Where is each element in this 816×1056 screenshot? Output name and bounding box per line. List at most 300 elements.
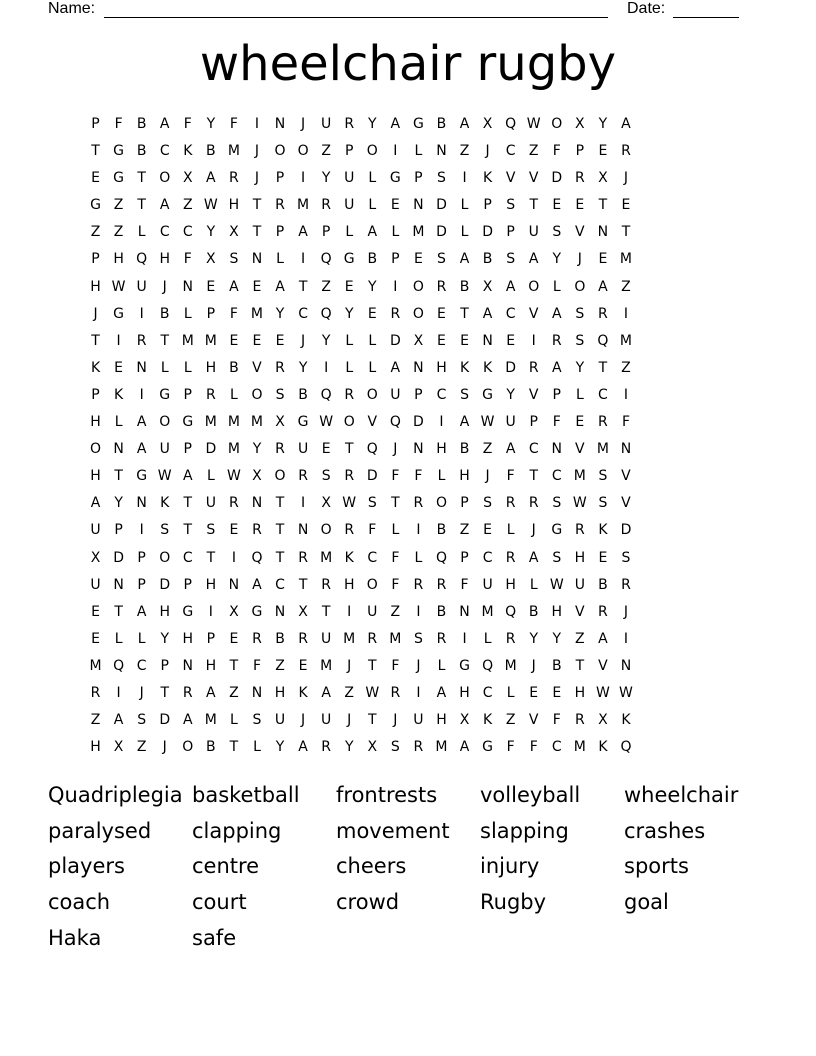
grid-letter[interactable]: A — [298, 224, 308, 241]
grid-letter[interactable]: Y — [368, 278, 377, 295]
grid-letter[interactable]: T — [391, 495, 400, 512]
grid-letter[interactable]: Y — [368, 116, 377, 132]
grid-letter[interactable]: Z — [113, 197, 124, 214]
grid-letter[interactable]: V — [575, 603, 585, 620]
grid-letter[interactable]: O — [90, 441, 102, 458]
grid-letter[interactable]: Y — [344, 305, 354, 322]
grid-letter[interactable]: I — [393, 143, 398, 160]
grid-letter[interactable]: B — [136, 116, 147, 132]
grid-letter[interactable]: X — [298, 603, 308, 620]
grid-letter[interactable]: R — [344, 468, 355, 485]
grid-letter[interactable]: E — [206, 278, 216, 295]
grid-letter[interactable]: N — [182, 278, 194, 295]
grid-letter[interactable]: G — [182, 414, 194, 431]
grid-letter[interactable]: J — [301, 116, 306, 132]
grid-letter[interactable]: V — [598, 657, 608, 674]
grid-letter[interactable]: E — [114, 359, 124, 376]
grid-letter[interactable]: P — [275, 224, 285, 241]
grid-letter[interactable]: Q — [366, 441, 378, 458]
grid-letter[interactable]: A — [459, 414, 470, 431]
grid-letter[interactable]: M — [204, 712, 217, 729]
grid-letter[interactable]: P — [460, 495, 469, 512]
grid-letter[interactable]: W — [480, 414, 495, 431]
grid-letter[interactable]: T — [344, 441, 354, 458]
grid-letter[interactable]: S — [575, 305, 585, 322]
grid-letter[interactable]: L — [368, 359, 377, 376]
grid-letter[interactable]: M — [181, 332, 194, 349]
grid-letter[interactable]: X — [252, 468, 262, 485]
grid-letter[interactable]: E — [483, 522, 493, 539]
grid-letter[interactable]: X — [321, 495, 331, 512]
grid-letter[interactable]: C — [528, 441, 539, 458]
grid-letter[interactable]: I — [208, 603, 213, 620]
grid-letter[interactable]: I — [301, 170, 306, 187]
grid-letter[interactable]: L — [137, 224, 146, 241]
grid-letter[interactable]: R — [574, 522, 585, 539]
grid-letter[interactable]: N — [551, 441, 563, 458]
grid-letter[interactable]: C — [159, 224, 170, 241]
grid-letter[interactable]: W — [226, 468, 241, 485]
grid-letter[interactable]: N — [136, 495, 147, 512]
grid-letter[interactable]: H — [205, 657, 217, 674]
grid-letter[interactable]: U — [90, 576, 101, 593]
grid-letter[interactable]: Y — [252, 441, 262, 458]
grid-letter[interactable]: Q — [320, 251, 332, 268]
grid-letter[interactable]: T — [275, 495, 285, 512]
grid-letter[interactable]: K — [483, 712, 493, 729]
grid-letter[interactable]: X — [182, 170, 193, 187]
grid-letter[interactable]: S — [598, 495, 608, 512]
grid-letter[interactable]: D — [551, 170, 563, 187]
grid-letter[interactable]: K — [483, 359, 493, 376]
grid-letter[interactable]: E — [552, 684, 562, 701]
grid-letter[interactable]: P — [183, 576, 192, 593]
grid-letter[interactable]: L — [137, 630, 146, 647]
grid-letter[interactable]: N — [113, 576, 124, 593]
grid-letter[interactable]: R — [321, 197, 332, 214]
grid-letter[interactable]: E — [529, 684, 539, 701]
grid-letter[interactable]: N — [113, 441, 124, 458]
grid-letter[interactable]: B — [436, 116, 447, 132]
grid-letter[interactable]: M — [343, 630, 356, 647]
grid-letter[interactable]: O — [320, 522, 332, 539]
grid-letter[interactable]: C — [298, 305, 308, 322]
grid-letter[interactable]: K — [483, 170, 493, 187]
grid-letter[interactable]: M — [596, 441, 609, 458]
grid-letter[interactable]: A — [482, 305, 493, 322]
grid-letter[interactable]: O — [528, 278, 540, 295]
grid-letter[interactable]: G — [113, 305, 125, 322]
grid-letter[interactable]: Y — [321, 170, 331, 187]
grid-letter[interactable]: R — [598, 305, 608, 322]
grid-letter[interactable]: F — [552, 143, 561, 160]
grid-letter[interactable]: A — [459, 116, 470, 132]
grid-letter[interactable]: D — [366, 468, 378, 485]
grid-letter[interactable]: R — [229, 495, 239, 512]
grid-letter[interactable]: M — [320, 549, 333, 566]
grid-letter[interactable]: D — [505, 359, 517, 376]
grid-letter[interactable]: I — [416, 522, 421, 539]
grid-letter[interactable]: R — [344, 116, 355, 132]
grid-letter[interactable]: X — [482, 278, 493, 295]
grid-letter[interactable]: C — [482, 684, 493, 701]
grid-letter[interactable]: J — [531, 657, 536, 674]
grid-letter[interactable]: R — [90, 684, 101, 701]
grid-letter[interactable]: O — [366, 386, 378, 403]
grid-letter[interactable]: D — [436, 224, 447, 241]
grid-letter[interactable]: U — [390, 386, 401, 403]
grid-letter[interactable]: I — [301, 251, 306, 268]
grid-letter[interactable]: R — [275, 197, 285, 214]
grid-letter[interactable]: W — [203, 197, 218, 214]
grid-letter[interactable]: C — [505, 305, 516, 322]
grid-letter[interactable]: T — [298, 278, 308, 295]
grid-letter[interactable]: Z — [136, 739, 147, 756]
grid-letter[interactable]: H — [436, 712, 447, 729]
date-blank-line[interactable] — [673, 17, 739, 18]
grid-letter[interactable]: E — [252, 332, 262, 349]
grid-letter[interactable]: O — [297, 143, 309, 160]
grid-letter[interactable]: L — [253, 739, 261, 756]
grid-letter[interactable]: B — [598, 576, 608, 593]
grid-letter[interactable]: E — [275, 332, 285, 349]
grid-letter[interactable]: B — [206, 739, 216, 756]
grid-letter[interactable]: N — [413, 441, 424, 458]
grid-letter[interactable]: Y — [160, 630, 169, 647]
grid-letter[interactable]: U — [344, 170, 355, 187]
grid-letter[interactable]: M — [89, 657, 102, 674]
grid-letter[interactable]: H — [459, 468, 470, 485]
grid-letter[interactable]: L — [483, 630, 492, 647]
grid-letter[interactable]: S — [598, 468, 608, 485]
grid-letter[interactable]: X — [90, 549, 101, 566]
grid-letter[interactable]: X — [413, 332, 424, 349]
grid-letter[interactable]: S — [160, 522, 170, 539]
grid-letter[interactable]: P — [160, 657, 169, 674]
grid-letter[interactable]: N — [436, 143, 447, 160]
grid-letter[interactable]: I — [139, 305, 144, 322]
grid-letter[interactable]: Y — [275, 305, 285, 322]
grid-letter[interactable]: L — [460, 197, 469, 214]
grid-letter[interactable]: T — [114, 468, 123, 485]
grid-letter[interactable]: F — [368, 522, 377, 539]
grid-letter[interactable]: C — [482, 549, 493, 566]
grid-letter[interactable]: Y — [275, 739, 285, 756]
grid-letter[interactable]: Z — [390, 603, 401, 620]
grid-letter[interactable]: C — [551, 739, 562, 756]
grid-letter[interactable]: L — [575, 386, 584, 403]
grid-letter[interactable]: F — [183, 116, 192, 132]
grid-letter[interactable]: F — [552, 712, 561, 729]
grid-letter[interactable]: C — [505, 143, 516, 160]
grid-letter[interactable]: P — [114, 522, 123, 539]
grid-letter[interactable]: Z — [575, 630, 585, 647]
grid-letter[interactable]: T — [275, 549, 285, 566]
grid-letter[interactable]: P — [91, 251, 100, 268]
grid-letter[interactable]: P — [506, 224, 515, 241]
grid-letter[interactable]: R — [390, 305, 401, 322]
grid-letter[interactable]: N — [482, 332, 493, 349]
grid-letter[interactable]: M — [227, 441, 240, 458]
grid-letter[interactable]: D — [159, 712, 171, 729]
grid-letter[interactable]: Z — [321, 278, 331, 295]
grid-letter[interactable]: J — [416, 657, 421, 674]
grid-letter[interactable]: V — [621, 495, 631, 512]
grid-letter[interactable]: F — [229, 116, 238, 132]
grid-letter[interactable]: Q — [505, 116, 517, 132]
grid-letter[interactable]: F — [183, 251, 192, 268]
grid-letter[interactable]: S — [621, 549, 631, 566]
grid-letter[interactable]: W — [365, 684, 380, 701]
grid-letter[interactable]: L — [460, 224, 469, 241]
grid-letter[interactable]: Y — [506, 386, 515, 403]
grid-letter[interactable]: G — [90, 197, 101, 214]
grid-letter[interactable]: R — [598, 414, 608, 431]
grid-letter[interactable]: I — [116, 684, 121, 701]
grid-letter[interactable]: B — [206, 143, 216, 160]
grid-letter[interactable]: J — [623, 170, 629, 187]
grid-letter[interactable]: U — [367, 603, 378, 620]
grid-letter[interactable]: M — [320, 657, 333, 674]
grid-letter[interactable]: R — [298, 468, 308, 485]
grid-letter[interactable]: H — [90, 739, 101, 756]
grid-letter[interactable]: Z — [113, 224, 124, 241]
grid-letter[interactable]: O — [274, 143, 286, 160]
grid-letter[interactable]: R — [275, 441, 285, 458]
grid-letter[interactable]: L — [437, 468, 446, 485]
grid-letter[interactable]: J — [254, 143, 260, 160]
grid-letter[interactable]: H — [436, 359, 447, 376]
grid-letter[interactable]: G — [482, 386, 494, 403]
grid-letter[interactable]: V — [528, 386, 539, 403]
grid-letter[interactable]: R — [528, 359, 539, 376]
grid-letter[interactable]: K — [90, 359, 101, 376]
grid-letter[interactable]: A — [551, 359, 562, 376]
grid-letter[interactable]: H — [228, 197, 240, 214]
grid-letter[interactable]: T — [252, 224, 262, 241]
grid-letter[interactable]: N — [413, 197, 424, 214]
grid-letter[interactable]: Z — [621, 359, 631, 376]
grid-letter[interactable]: D — [620, 522, 632, 539]
grid-letter[interactable]: R — [621, 576, 631, 593]
grid-letter[interactable]: S — [437, 251, 446, 268]
grid-letter[interactable]: I — [623, 386, 629, 403]
grid-letter[interactable]: A — [436, 684, 447, 701]
grid-letter[interactable]: T — [137, 197, 146, 214]
grid-letter[interactable]: V — [621, 468, 631, 485]
grid-letter[interactable]: L — [368, 170, 377, 187]
grid-letter[interactable]: R — [574, 170, 585, 187]
grid-letter[interactable]: Q — [320, 305, 332, 322]
grid-letter[interactable]: P — [206, 305, 216, 322]
grid-letter[interactable]: T — [575, 657, 585, 674]
grid-letter[interactable]: S — [390, 739, 400, 756]
grid-letter[interactable]: U — [205, 495, 216, 512]
grid-letter[interactable]: E — [552, 197, 562, 214]
grid-letter[interactable]: Z — [621, 278, 631, 295]
grid-letter[interactable]: N — [297, 522, 309, 539]
grid-letter[interactable]: R — [574, 712, 585, 729]
grid-letter[interactable]: R — [182, 684, 193, 701]
grid-letter[interactable]: T — [229, 739, 239, 756]
grid-letter[interactable]: V — [528, 712, 539, 729]
grid-letter[interactable]: A — [459, 251, 470, 268]
grid-letter[interactable]: W — [157, 468, 172, 485]
grid-letter[interactable]: L — [368, 332, 377, 349]
grid-letter[interactable]: H — [505, 576, 516, 593]
grid-letter[interactable]: A — [182, 712, 193, 729]
grid-letter[interactable]: P — [206, 630, 216, 647]
grid-letter[interactable]: H — [113, 251, 124, 268]
grid-letter[interactable]: B — [367, 251, 378, 268]
grid-letter[interactable]: U — [321, 630, 332, 647]
grid-letter[interactable]: L — [437, 657, 446, 674]
grid-letter[interactable]: A — [159, 197, 170, 214]
grid-letter[interactable]: F — [391, 657, 400, 674]
grid-letter[interactable]: I — [462, 170, 467, 187]
grid-letter[interactable]: Z — [505, 712, 516, 729]
grid-letter[interactable]: T — [529, 468, 538, 485]
grid-letter[interactable]: Y — [598, 116, 608, 132]
grid-letter[interactable]: S — [413, 630, 423, 647]
grid-letter[interactable]: C — [598, 386, 608, 403]
grid-letter[interactable]: A — [136, 603, 147, 620]
grid-letter[interactable]: D — [413, 414, 424, 431]
grid-letter[interactable]: Q — [389, 414, 401, 431]
grid-letter[interactable]: C — [136, 657, 147, 674]
grid-letter[interactable]: T — [91, 332, 100, 349]
grid-letter[interactable]: C — [551, 468, 562, 485]
grid-letter[interactable]: J — [485, 143, 490, 160]
grid-letter[interactable]: S — [437, 170, 446, 187]
grid-letter[interactable]: F — [552, 414, 561, 431]
grid-letter[interactable]: P — [137, 549, 146, 566]
grid-letter[interactable]: I — [623, 305, 629, 322]
grid-letter[interactable]: P — [91, 386, 100, 403]
grid-letter[interactable]: E — [344, 278, 354, 295]
grid-letter[interactable]: P — [183, 386, 192, 403]
grid-letter[interactable]: P — [414, 170, 423, 187]
grid-letter[interactable]: D — [482, 224, 493, 241]
grid-letter[interactable]: K — [459, 359, 470, 376]
name-blank-line[interactable] — [104, 17, 608, 18]
grid-letter[interactable]: O — [159, 549, 171, 566]
grid-letter[interactable]: I — [531, 332, 536, 349]
grid-letter[interactable]: Z — [482, 441, 493, 458]
grid-letter[interactable]: E — [229, 522, 239, 539]
grid-letter[interactable]: E — [437, 332, 446, 349]
grid-letter[interactable]: K — [298, 684, 308, 701]
grid-letter[interactable]: H — [574, 549, 586, 566]
grid-letter[interactable]: E — [91, 630, 100, 647]
grid-letter[interactable]: R — [367, 630, 378, 647]
grid-letter[interactable]: M — [227, 414, 240, 431]
grid-letter[interactable]: A — [321, 684, 331, 701]
grid-letter[interactable]: W — [549, 576, 564, 593]
grid-letter[interactable]: W — [619, 684, 633, 701]
grid-letter[interactable]: T — [137, 170, 146, 187]
grid-letter[interactable]: G — [459, 657, 470, 674]
grid-letter[interactable]: V — [367, 414, 378, 431]
grid-letter[interactable]: F — [391, 549, 400, 566]
grid-letter[interactable]: M — [481, 603, 494, 620]
grid-letter[interactable]: E — [298, 657, 308, 674]
grid-letter[interactable]: F — [621, 414, 630, 431]
grid-letter[interactable]: E — [321, 441, 331, 458]
grid-letter[interactable]: E — [506, 332, 516, 349]
grid-letter[interactable]: O — [366, 576, 378, 593]
grid-letter[interactable]: R — [505, 630, 516, 647]
grid-letter[interactable]: J — [347, 712, 352, 729]
grid-letter[interactable]: I — [116, 332, 121, 349]
grid-letter[interactable]: O — [412, 305, 424, 322]
grid-letter[interactable]: O — [159, 170, 171, 187]
grid-letter[interactable]: A — [598, 630, 608, 647]
grid-letter[interactable]: O — [159, 414, 171, 431]
grid-letter[interactable]: R — [252, 630, 262, 647]
grid-letter[interactable]: S — [506, 251, 516, 268]
grid-letter[interactable]: L — [183, 305, 192, 322]
grid-letter[interactable]: E — [367, 305, 377, 322]
grid-letter[interactable]: T — [598, 359, 608, 376]
grid-letter[interactable]: H — [159, 251, 170, 268]
grid-letter[interactable]: A — [598, 278, 608, 295]
grid-letter[interactable]: V — [528, 305, 539, 322]
grid-letter[interactable]: J — [93, 305, 98, 322]
grid-letter[interactable]: G — [251, 603, 263, 620]
grid-letter[interactable]: I — [416, 684, 421, 701]
grid-letter[interactable]: O — [412, 278, 424, 295]
grid-letter[interactable]: V — [575, 224, 585, 241]
grid-letter[interactable]: R — [321, 576, 332, 593]
grid-letter[interactable]: G — [343, 251, 355, 268]
grid-letter[interactable]: Q — [620, 739, 632, 756]
grid-letter[interactable]: R — [528, 495, 539, 512]
grid-letter[interactable]: R — [298, 630, 308, 647]
grid-letter[interactable]: G — [551, 522, 563, 539]
grid-letter[interactable]: Z — [344, 684, 355, 701]
grid-letter[interactable]: G — [412, 116, 424, 132]
grid-letter[interactable]: F — [391, 468, 400, 485]
grid-letter[interactable]: Y — [575, 359, 585, 376]
grid-letter[interactable]: I — [623, 630, 629, 647]
grid-letter[interactable]: G — [482, 739, 494, 756]
grid-letter[interactable]: Q — [597, 332, 609, 349]
grid-letter[interactable]: R — [298, 549, 308, 566]
grid-letter[interactable]: P — [183, 441, 192, 458]
grid-letter[interactable]: S — [506, 197, 516, 214]
grid-letter[interactable]: W — [342, 495, 357, 512]
grid-letter[interactable]: I — [393, 278, 398, 295]
grid-letter[interactable]: Q — [136, 251, 148, 268]
grid-letter[interactable]: H — [205, 359, 217, 376]
grid-letter[interactable]: A — [275, 278, 285, 295]
grid-letter[interactable]: A — [621, 116, 631, 132]
grid-letter[interactable]: P — [460, 549, 469, 566]
grid-letter[interactable]: N — [620, 657, 632, 674]
grid-letter[interactable]: A — [229, 278, 239, 295]
grid-letter[interactable]: J — [162, 278, 167, 295]
grid-letter[interactable]: U — [90, 522, 101, 539]
grid-letter[interactable]: A — [206, 684, 216, 701]
grid-letter[interactable]: F — [114, 116, 123, 132]
grid-letter[interactable]: E — [598, 251, 608, 268]
grid-letter[interactable]: B — [136, 143, 147, 160]
grid-letter[interactable]: J — [301, 332, 306, 349]
grid-letter[interactable]: M — [204, 332, 217, 349]
grid-letter[interactable]: P — [344, 143, 354, 160]
grid-letter[interactable]: U — [528, 224, 539, 241]
